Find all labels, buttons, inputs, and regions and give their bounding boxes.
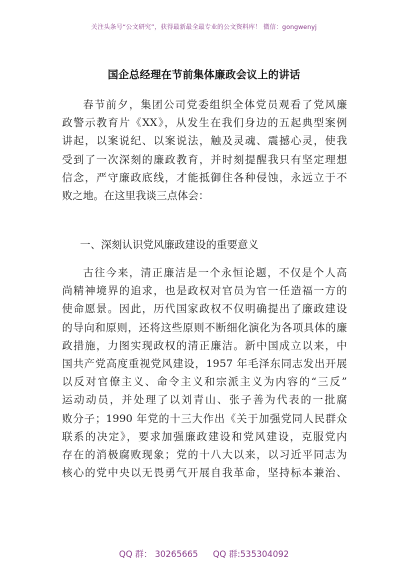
paragraph-line: 古往今来，清正廉洁是一个永恒论题，不仅是个人高 xyxy=(83,267,347,279)
paragraph-1 xyxy=(62,96,347,205)
paragraph-line: 春节前夕，集团公司党委组织全体党员观看了党风廉 xyxy=(83,99,347,111)
paragraph-line: 运动动员，并处理了以刘青山、张子善为代表的一批腐 xyxy=(62,394,347,407)
footer-qq-group-1: QQ 群： 30265665 xyxy=(119,550,199,560)
document-title: 国企总经理在节前集体廉政会议上的讲话 xyxy=(107,69,301,81)
paragraph-line: 败分子；1990 年党的十三大作出《关于加强党同人民群众 xyxy=(62,412,347,425)
footer-qq-group-2: QQ 群:535304092 xyxy=(212,550,289,560)
paragraph-line: 尚精神境界的追求，也是政权对官员为官一任造福一方的 xyxy=(62,285,347,298)
paragraph-line: 信念，严守廉政底线，才能抵御住各种侵蚀，永远立于不 xyxy=(62,171,347,184)
paragraph-line: 讲起，以案说纪、以案说法，触及灵魂、震撼心灵，使我 xyxy=(62,135,347,148)
paragraph-2 xyxy=(62,264,347,482)
paragraph-line: 联系的决定》，要求加强廉政建设和党风建设，克服党内 xyxy=(62,430,347,443)
footer-contact xyxy=(0,548,408,560)
paragraph-line: 受到了一次深刻的廉政教育，并时刻提醒我只有坚定理想 xyxy=(62,153,347,166)
section-heading: 一、深刻认识党风廉政建设的重要意义 xyxy=(80,239,259,251)
paragraph-line: 使命愿景。因此，历代国家政权不仅明确提出了廉政建设 xyxy=(62,303,347,316)
paragraph-line: 存在的消极腐败现象；党的十八大以来，以习近平同志为 xyxy=(62,448,347,461)
paragraph-line: 政措施，力图实现政权的清正廉洁。新中国成立以来，中 xyxy=(62,339,347,352)
paragraph-line: 的导向和原则，还将这些原则不断细化演化为各项具体的廉 xyxy=(62,321,347,334)
paragraph-line: 核心的党中央以无畏勇气开展自我革命，坚持标本兼治、 xyxy=(62,467,347,480)
paragraph-line: 国共产党高度重视党风建设，1957 年毛泽东同志发出开展 xyxy=(62,357,347,370)
paragraph-line: 政警示教育片《XX》，从发生在我们身边的五起典型案例 xyxy=(62,117,347,130)
header-banner: 关注头条号“公文研究”，获得最新最全最专业的公文资料库！ 微信：gongwenyj xyxy=(91,24,317,31)
paragraph-line: 败之地。在这里我谈三点体会： xyxy=(62,189,209,202)
paragraph-line: 以反对官僚主义、命令主义和宗派主义为内容的“三反” xyxy=(62,376,347,389)
